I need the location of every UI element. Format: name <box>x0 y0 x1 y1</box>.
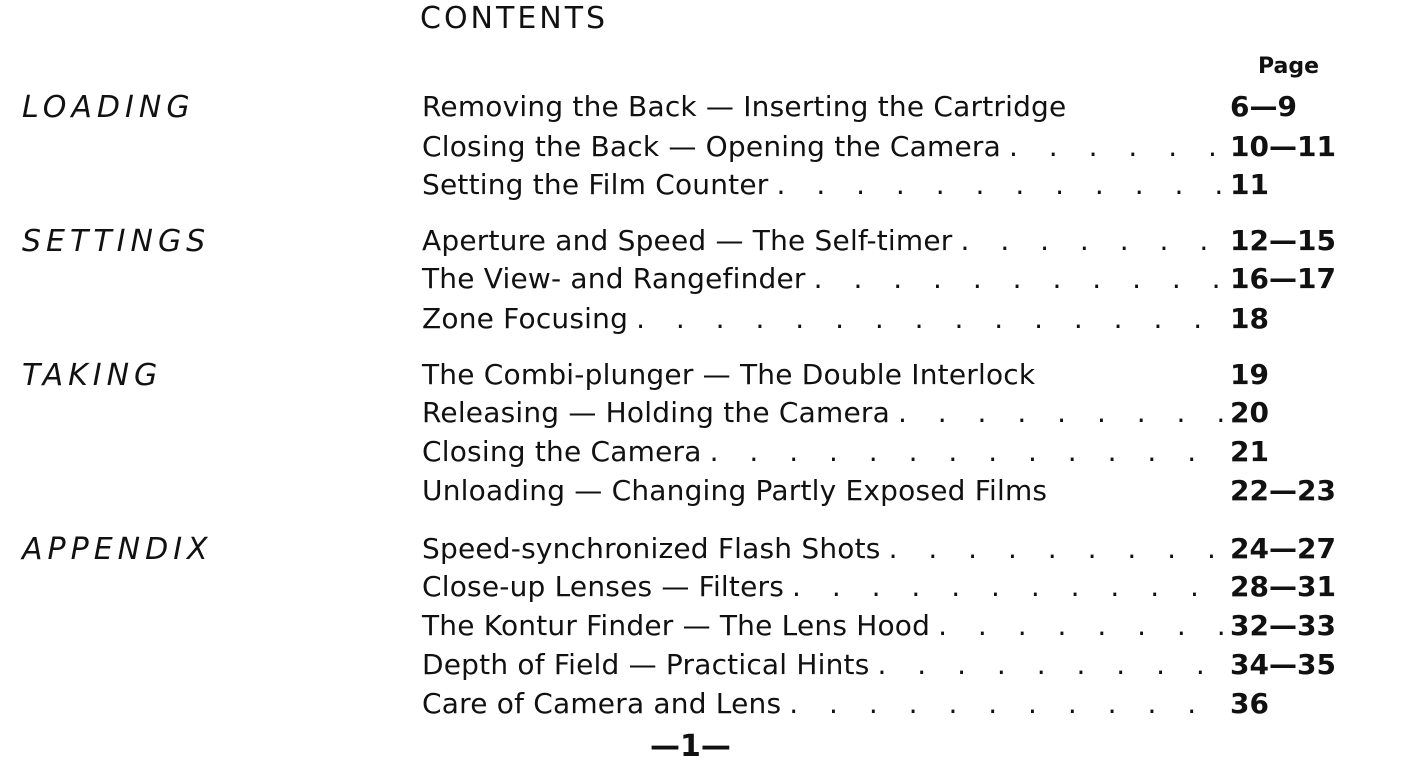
dot-leader <box>628 300 1226 337</box>
toc-entry-title: Speed-synchronized Flash Shots <box>422 532 881 565</box>
toc-entry-title: The View- and Rangefinder <box>422 262 806 295</box>
toc-entry-title: The Combi-plunger — The Double Interlock <box>422 358 1036 391</box>
toc-entry-title: Depth of Field — Practical Hints <box>422 648 870 681</box>
toc-entry-page: 28—31 <box>1230 570 1336 603</box>
dot-leader <box>806 260 1226 297</box>
toc-entry-title: Removing the Back — Inserting the Cartridge <box>422 90 1067 123</box>
footer-page-number: —1— <box>650 729 731 764</box>
toc-entry <box>422 300 1342 337</box>
toc-entry-page: 11 <box>1230 168 1269 201</box>
toc-entry-title: The Kontur Finder — The Lens Hood <box>422 609 931 642</box>
section-name: APPENDIX <box>22 532 213 567</box>
dot-leader <box>890 394 1226 431</box>
toc-entry <box>422 607 1342 644</box>
dot-leader <box>953 222 1226 259</box>
toc-entry <box>422 472 1342 509</box>
toc-entry-title: Closing the Back — Opening the Camera <box>422 130 1001 163</box>
toc-entry <box>422 356 1342 393</box>
dot-leader <box>881 530 1226 567</box>
toc-entry-page: 20 <box>1230 396 1269 429</box>
toc-entry-title: Setting the Film Counter <box>422 168 769 201</box>
toc-entry-page: 32—33 <box>1230 609 1336 642</box>
toc-entry-title: Care of Camera and Lens <box>422 687 782 720</box>
toc-entry-page: 18 <box>1230 302 1269 335</box>
dot-leader <box>769 166 1226 203</box>
section-name: SETTINGS <box>22 224 211 259</box>
toc-entry-page: 19 <box>1230 358 1269 391</box>
toc-entry <box>422 88 1342 125</box>
toc-entry-page: 12—15 <box>1230 224 1336 257</box>
page-column-header: Page <box>1258 54 1320 79</box>
toc-entry-title: Unloading — Changing Partly Exposed Films <box>422 474 1048 507</box>
toc-entry <box>422 166 1342 203</box>
toc-entry <box>422 128 1342 165</box>
toc-entry-page: 22—23 <box>1230 474 1336 507</box>
toc-entry <box>422 433 1342 470</box>
section-name: LOADING <box>22 90 195 125</box>
toc-entry-page: 21 <box>1230 435 1269 468</box>
toc-entry <box>422 394 1342 431</box>
toc-entry-title: Aperture and Speed — The Self-timer <box>422 224 953 257</box>
toc-entry <box>422 530 1342 567</box>
toc-entry-title: Close-up Lenses — Filters <box>422 570 785 603</box>
toc-entry-page: 34—35 <box>1230 648 1336 681</box>
dot-leader <box>784 568 1226 605</box>
dot-leader <box>930 607 1226 644</box>
toc-entry-title: Releasing — Holding the Camera <box>422 396 890 429</box>
toc-entry <box>422 685 1342 722</box>
dot-leader <box>702 433 1226 470</box>
toc-entry-page: 10—11 <box>1230 130 1336 163</box>
dot-leader <box>1001 128 1226 165</box>
toc-entry-title: Zone Focusing <box>422 302 629 335</box>
toc-entry <box>422 646 1342 683</box>
dot-leader <box>781 685 1226 722</box>
toc-entry-page: 6—9 <box>1230 90 1297 123</box>
toc-entry-page: 36 <box>1230 687 1269 720</box>
toc-entry-title: Closing the Camera <box>422 435 702 468</box>
page-title: CONTENTS <box>420 1 609 36</box>
toc-entry <box>422 568 1342 605</box>
toc-entry <box>422 222 1342 259</box>
toc-entry <box>422 260 1342 297</box>
toc-entry-page: 16—17 <box>1230 262 1336 295</box>
toc-entry-page: 24—27 <box>1230 532 1336 565</box>
dot-leader <box>870 646 1227 683</box>
section-name: TAKING <box>22 358 163 393</box>
